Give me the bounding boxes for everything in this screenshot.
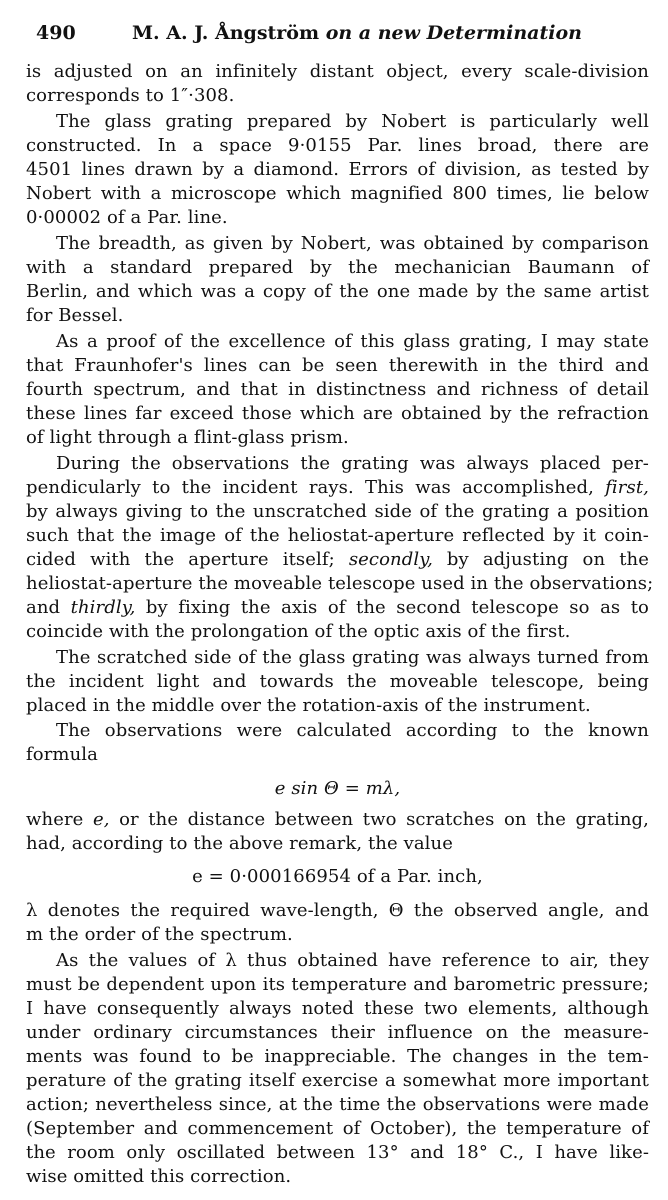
text-line: of light through a flint-glass prism. (26, 427, 349, 448)
text-line: ments was found to be inappreciable. The changes in the tem- (26, 1046, 649, 1067)
text-line: placed in the middle over the rotation-axis of the instrument. (26, 695, 591, 716)
running-title (132, 22, 582, 44)
formula-grating-constant: e = 0·000166954 of a Par. inch, (192, 866, 483, 887)
emphasis: thirdly, (70, 597, 136, 618)
text-line: had, according to the above remark, the value (26, 833, 453, 854)
text-line: under ordinary circumstances their influence on the measure- (26, 1022, 649, 1043)
text-line: the room only oscillated between 13° and 18° C., I have like- (26, 1142, 649, 1163)
text-line: must be dependent upon its temperature and barometric pressure; (26, 974, 649, 995)
text-run: cided with the aperture itself; (26, 549, 349, 570)
text-line: fourth spectrum, and that in distinctness and richness of detail (26, 379, 649, 400)
text-line: for Bessel. (26, 305, 124, 326)
text-line: (September and commencement of October), the temperature of (26, 1118, 649, 1139)
text-line: λ denotes the required wave-length, Θ the observed angle, and (26, 900, 649, 921)
text-line: Berlin, and which was a copy of the one made by the same artist (26, 281, 649, 302)
text-run: pendicularly to the incident rays. This was accomplished, (26, 477, 606, 498)
text-line: 4501 lines drawn by a diamond. Errors of division, as tested by (26, 159, 649, 180)
text-line: The scratched side of the glass grating was always turned from (56, 647, 649, 668)
text-line: by always giving to the unscratched side of the grating a position (26, 501, 649, 522)
text-line: coincide with the prolongation of the optic axis of the first. (26, 621, 571, 642)
text-line (26, 596, 649, 620)
text-line: m the order of the spectrum. (26, 924, 293, 945)
text-line: 0·00002 of a Par. line. (26, 207, 228, 228)
text-line: action; nevertheless since, at the time the observations were made (26, 1094, 649, 1115)
emphasis: e, (92, 809, 110, 830)
text-line: such that the image of the heliostat-aperture reflected by it coin- (26, 525, 649, 546)
text-line: these lines far exceed those which are obtained by the refraction (26, 403, 649, 424)
text-line: constructed. In a space 9·0155 Par. lines broad, there are (26, 135, 649, 156)
formula-wave-equation: e sin Θ = mλ, (274, 778, 401, 799)
text-line: The breadth, as given by Nobert, was obtained by comparison (56, 233, 649, 254)
text-line: is adjusted on an infinitely distant object, every scale-division (26, 61, 649, 82)
emphasis: first, (605, 477, 649, 498)
text-line: with a standard prepared by the mechanician Baumann of (26, 257, 649, 278)
text-run: or the distance between two scratches on the grating, (109, 809, 649, 830)
text-line: wise omitted this correction. (26, 1166, 292, 1187)
running-title-subject: on a new Determination (325, 22, 582, 44)
text-run: where (26, 809, 93, 830)
text-line: The observations were calculated according to the known (56, 720, 649, 741)
text-line: formula (26, 744, 98, 765)
text-line (26, 476, 649, 500)
text-line: heliostat-aperture the moveable telescope used in the observations; (26, 573, 654, 594)
emphasis: secondly, (348, 549, 433, 570)
text-line (26, 808, 649, 832)
text-line: that Fraunhofer's lines can be seen therewith in the third and (26, 355, 649, 376)
text-run: by fixing the axis of the second telescope so as to (135, 597, 649, 618)
text-run: by adjusting on the (432, 549, 649, 570)
text-line: I have consequently always noted these two elements, although (26, 998, 649, 1019)
running-title-author: M. A. J. Ångström (132, 22, 326, 44)
text-line: Nobert with a microscope which magnified 800 times, lie below (26, 183, 649, 204)
text-line: corresponds to 1″·308. (26, 85, 235, 106)
page-number: 490 (36, 22, 76, 44)
running-header (36, 22, 649, 52)
text-line: perature of the grating itself exercise a somewhat more important (26, 1070, 649, 1091)
text-line: During the observations the grating was always placed per- (56, 453, 649, 474)
text-line: As a proof of the excellence of this glass grating, I may state (56, 331, 649, 352)
text-line: As the values of λ thus obtained have reference to air, they (56, 950, 649, 971)
text-run: and (26, 597, 71, 618)
text-line: The glass grating prepared by Nobert is particularly well (56, 111, 649, 132)
text-line (26, 548, 649, 572)
text-line: the incident light and towards the moveable telescope, being (26, 671, 649, 692)
